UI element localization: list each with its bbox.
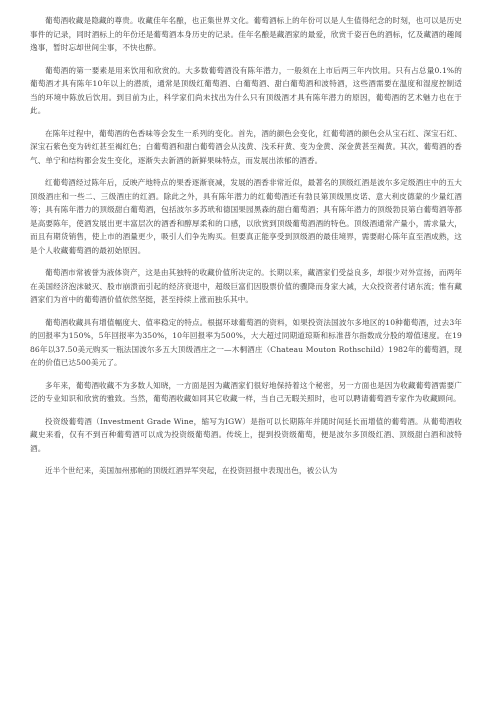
paragraph-6: 葡萄酒收藏具有增值幅度大、值率稳定的特点。根据环球葡萄酒的资料，如果投资法国波尔多地区的10种葡萄酒，过去3年的回报率为150%，5年回报率为350%，10年回报率为500%，大大超过同期道琼斯和标准普尔指数成分股的增值速度。在1986年以37.50美元购买一瓶法国波尔多五大顶级酒庄之一—木桐酒庄（Chateau Mouton Rothschild）1982年的葡萄酒，现在的价值已达500美元了。	[30, 317, 462, 367]
paragraph-9: 近半个世纪来，美国加州那帕的顶级红酒异军突起，在投资回报中表现出色，被公认为	[45, 466, 338, 475]
paragraph-8: 投资级葡萄酒（Investment Grade Wine，缩写为IGW）是指可以长期陈年并随时间延长而增值的葡萄酒。从葡萄酒收藏史来看，仅有不到百种葡萄酒可以成为投资级葡萄酒。传统上，提到投资级葡萄，便是波尔多顶级红酒、顶级甜白酒和波特酒。	[30, 416, 462, 453]
paragraph-4: 红葡萄酒经过陈年后，反映产地特点的果香逐渐衰减，发展的酒香非常近似，最著名的顶级红酒是波尔多定级酒庄中的五大顶级酒庄和一些二、三级酒庄的红酒。除此之外，具有陈年潜力的红葡萄酒还有勃艮第顶级黑皮诺、意大利皮德蒙的少量红酒等；具有陈年潜力的顶级甜白葡萄酒，包括波尔多苏玳和德国果园黑森的甜白葡萄酒；具有陈年潜力的顶级勃艮第白葡萄酒等都是高要陈年，使酒发展出更丰富层次的酒香和醇厚柔和的口感，以欣赏到顶级葡萄酒酒的特色。顶级酒通常产量小，需求量大，而且有期货销售，使上市的酒量更少，吸引人们争先购买。但要真正能享受到顶级酒的最佳境界，需要耐心陈年直至酒成熟，这是个人收藏葡萄酒的最初始原因。	[30, 178, 462, 255]
paragraph-7: 多年来，葡萄酒收藏不为多数人知晓，一方面是因为藏酒家们很好地保持着这个秘密，另一方面也是因为收藏葡萄酒需要广泛的专业知识和欣赏的雅致。当然，葡萄酒收藏如同其它收藏一样，当自己无暇关照时，也可以聘请葡萄酒专家作为收藏顾问。	[30, 380, 462, 403]
paragraph-5: 葡萄酒市常被誉为液体资产，这是由其独特的收藏价值所决定的。长期以来，藏酒家们受益良多，却很少对外宣扬，而两年在美国经济泡沫破灭、股市崩溃而引起的经济衰退中，超级巨富们因股票价值的骤降而身家大减，大众投资者付诸东流；惟有藏酒家们为首中的葡萄酒价值依然坚挺，甚至持续上涨而独乐其中。	[30, 268, 462, 304]
paragraph-3: 在陈年过程中，葡萄酒的色香味等会发生一系列的变化。首先，酒的颜色会变化，红葡萄酒的颜色会从宝石红、深宝石红、深宝石紫色变为砖红甚至褐红色；白葡萄酒和甜白葡萄酒会从浅黄、浅禾秆黄、变为金黄、深金黄甚至褐黄。其次，葡萄酒的香气、单宁和结构都会发生变化，逐渐失去新酒的新鲜果味特点，而发展出浓郁的酒香。	[30, 128, 462, 165]
paragraph-2: 葡萄酒的第一要素是用来饮用和欣赏的。大多数葡萄酒没有陈年潜力，一般须在上市后两三年内饮用。只有占总量0.1%的葡萄酒才具有陈年10年以上的潜质，通常是顶级红葡萄酒、白葡萄酒、甜白葡萄酒和波特酒，这些酒需要在温度和湿度控制适当的环境中陈放后饮用。到目前为止，科学家们尚未找出为什么只有顶级酒才具有陈年潜力的原因，葡萄酒的艺术魅力也在于此。	[30, 65, 462, 115]
paragraph-1: 葡萄酒收藏是隐藏的尊贵。收藏佳年名酿，也正集世界文化。葡萄酒标上的年份可以是人生值得纪念的时刻，也可以是历史事件的记录，同时酒标上的年份还是葡萄酒本身历史的记录。佳年名酿是藏酒家的最爱，欣赏千姿百色的酒标，忆及藏酒的趣闻逸事，暂时忘却世间尘事，不快也醉。	[30, 16, 462, 52]
